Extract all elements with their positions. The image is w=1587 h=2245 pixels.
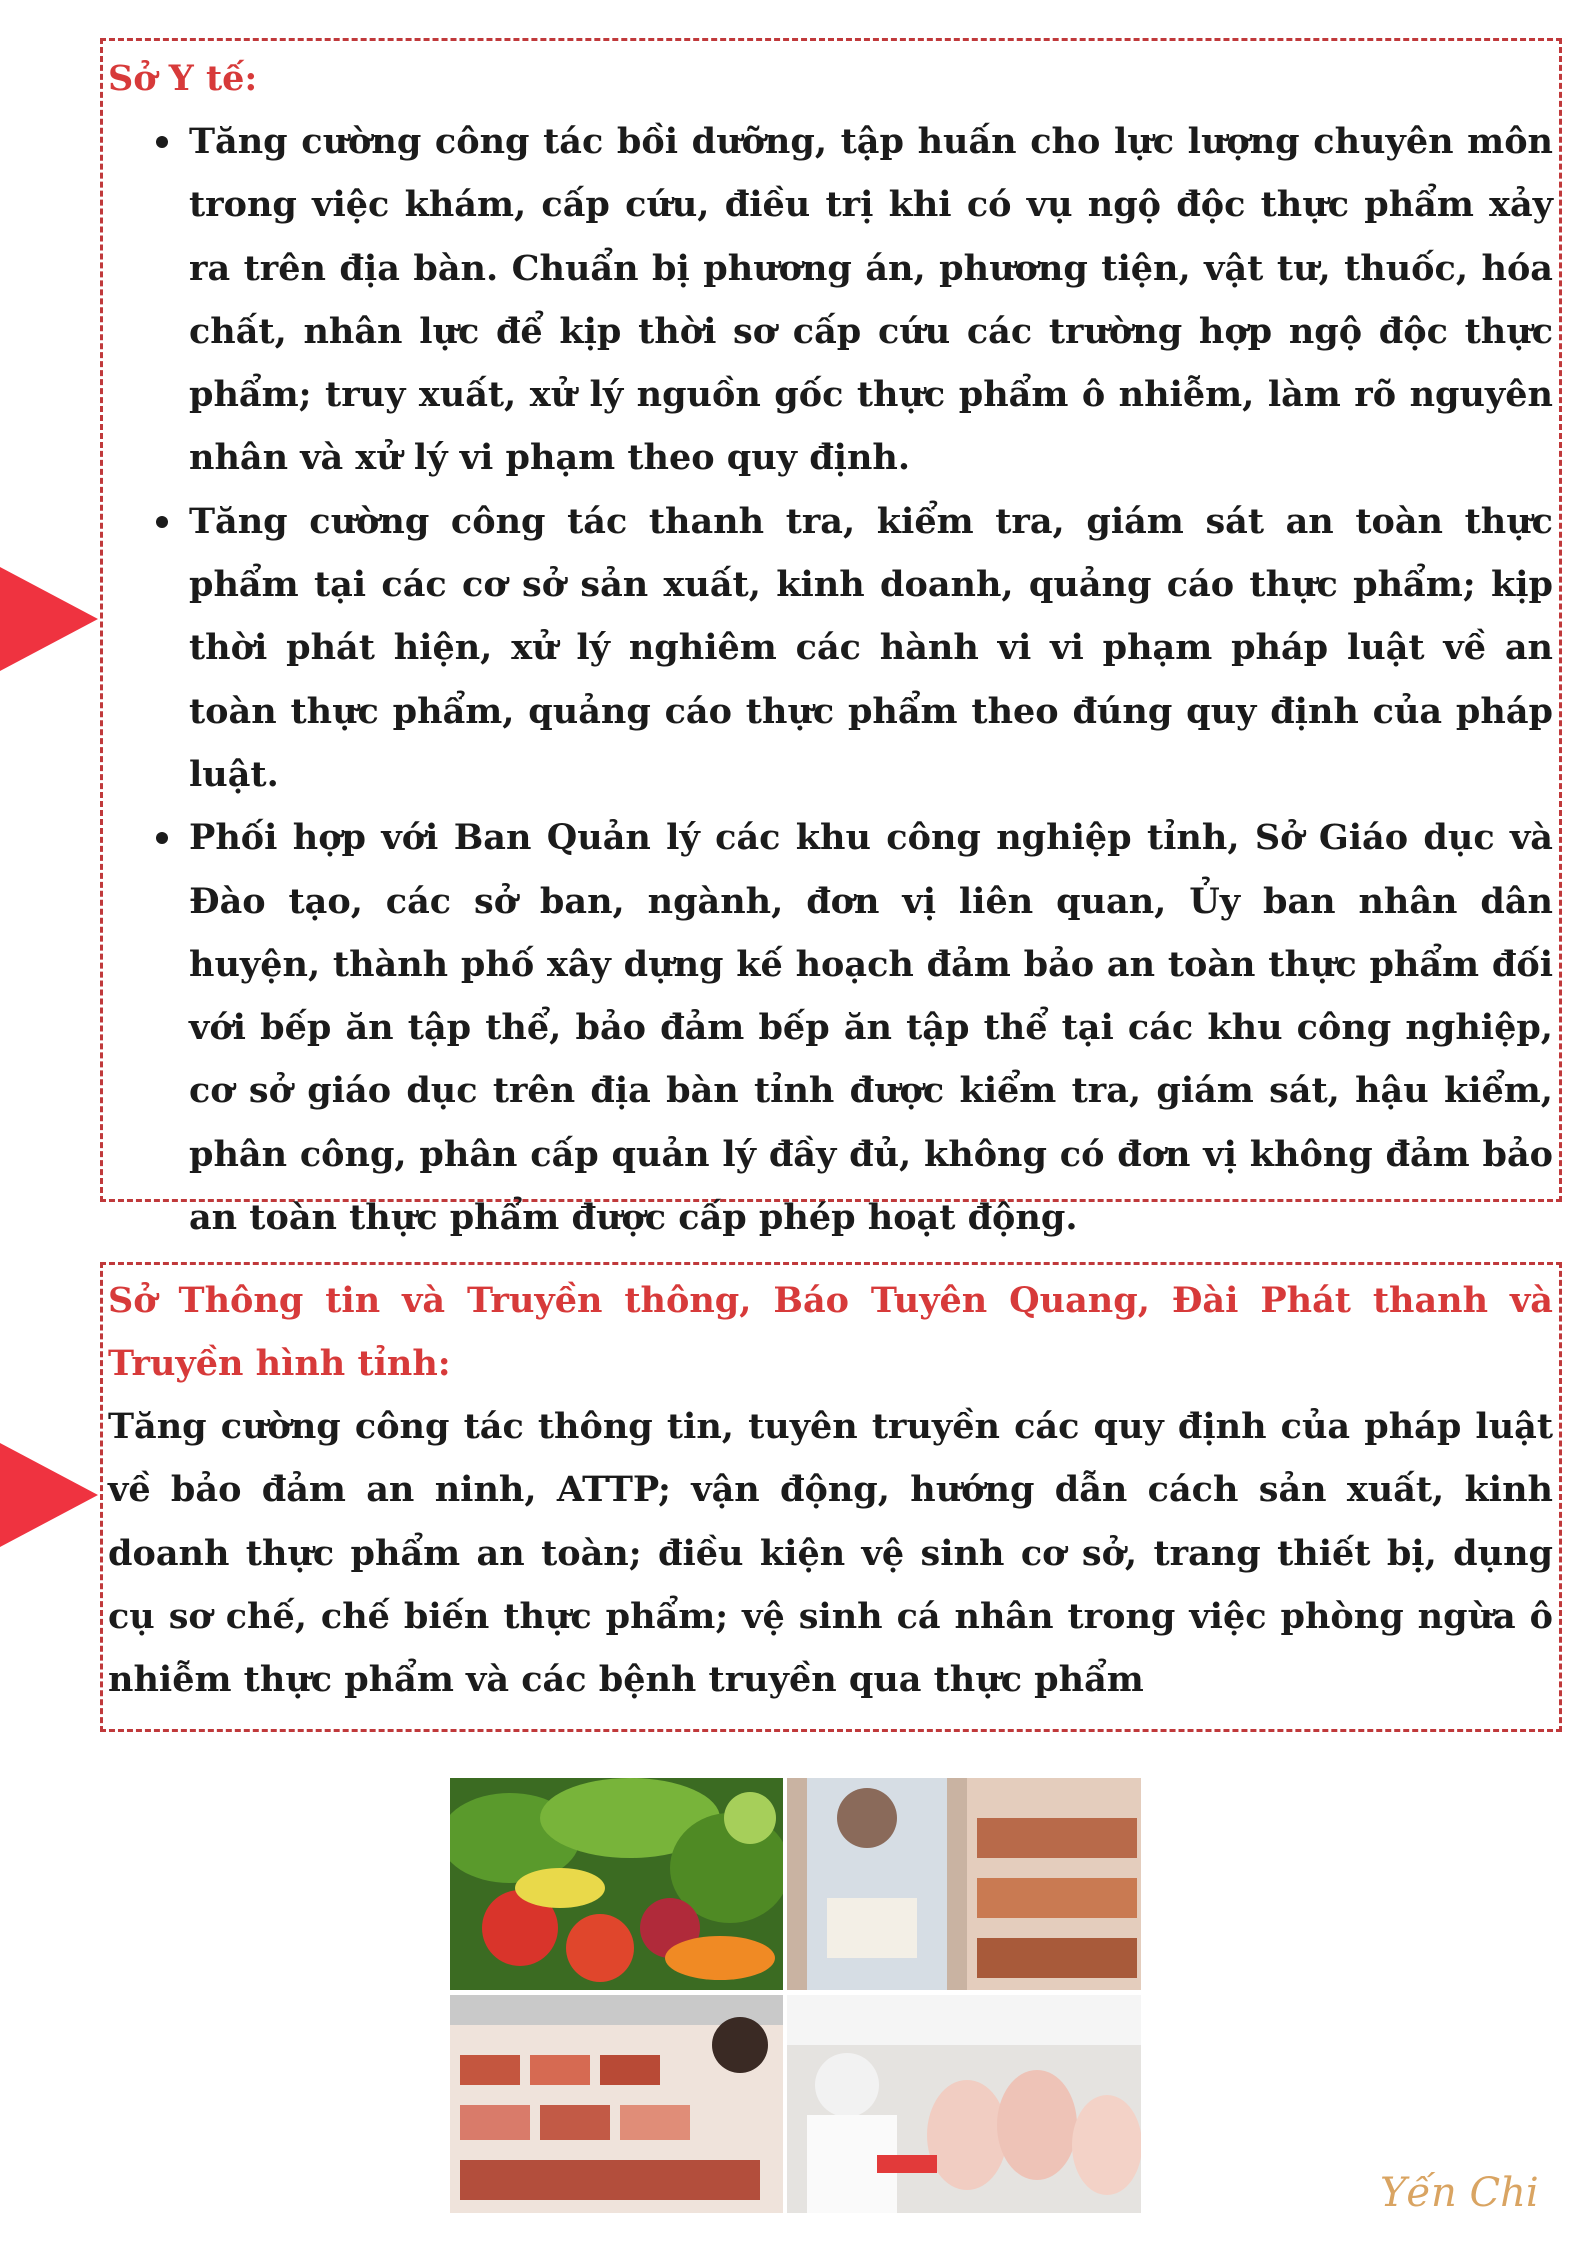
red-arrow-icon [0,1443,98,1547]
bullet-item: Tăng cường công tác thanh tra, kiểm tra, giám sát an toàn thực phẩm tại các cơ sở sản xuất, kinh doanh, quảng cáo thực phẩm; kịp thời phát hiện, xử lý nghiêm các hành vi vi phạm pháp luật về an toàn thực phẩm, quảng cáo thực phẩm theo đúng quy định của pháp luật. [151,490,1553,806]
section-heading: Sở Y tế: [108,58,258,99]
meat-counter-photo [450,1995,783,2213]
food-inspection-photo [787,1778,1141,1990]
vegetables-photo [450,1778,783,1990]
health-department-box [100,38,1562,1239]
poultry-processing-photo [787,1995,1141,2213]
author-signature: Yến Chi [1380,2170,1539,2216]
bullet-item: Phối hợp với Ban Quản lý các khu công nghiệp tỉnh, Sở Giáo dục và Đào tạo, các sở ban, ngành, đơn vị liên quan, Ủy ban nhân dân huyện, thành phố xây dựng kế hoạch đảm bảo an toàn thực phẩm đối với bếp ăn tập thể, bảo đảm bếp ăn tập thể tại các khu công nghiệp, cơ sở giáo dục trên địa bàn tỉnh được kiểm tra, giám sát, hậu kiểm, phân công, phân cấp quản lý đầy đủ, không có đơn vị không đảm bảo an toàn thực phẩm được cấp phép hoạt động. [151,806,1553,1249]
bullet-item: Tăng cường công tác bồi dưỡng, tập huấn cho lực lượng chuyên môn trong việc khám, cấp cứu, điều trị khi có vụ ngộ độc thực phẩm xảy ra trên địa bàn. Chuẩn bị phương án, phương tiện, vật tư, thuốc, hóa chất, nhân lực để kịp thời sơ cấp cứu các trường hợp ngộ độc thực phẩm; truy xuất, xử lý nguồn gốc thực phẩm ô nhiễm, làm rõ nguyên nhân và xử lý vi phạm theo quy định. [151,110,1553,490]
section-heading: Sở Thông tin và Truyền thông, Báo Tuyên Quang, Đài Phát thanh và Truyền hình tỉnh: [108,1280,1553,1384]
information-department-box [100,1262,1562,1732]
red-arrow-icon [0,567,98,671]
section-body: Tăng cường công tác thông tin, tuyên truyền các quy định của pháp luật về bảo đảm an ninh, ATTP; vận động, hướng dẫn cách sản xuất, kinh doanh thực phẩm an toàn; điều kiện vệ sinh cơ sở, trang thiết bị, dụng cụ sơ chế, chế biến thực phẩm; vệ sinh cá nhân trong việc phòng ngừa ô nhiễm thực phẩm và các bệnh truyền qua thực phẩm [108,1406,1553,1701]
bullet-list [151,110,1553,1249]
